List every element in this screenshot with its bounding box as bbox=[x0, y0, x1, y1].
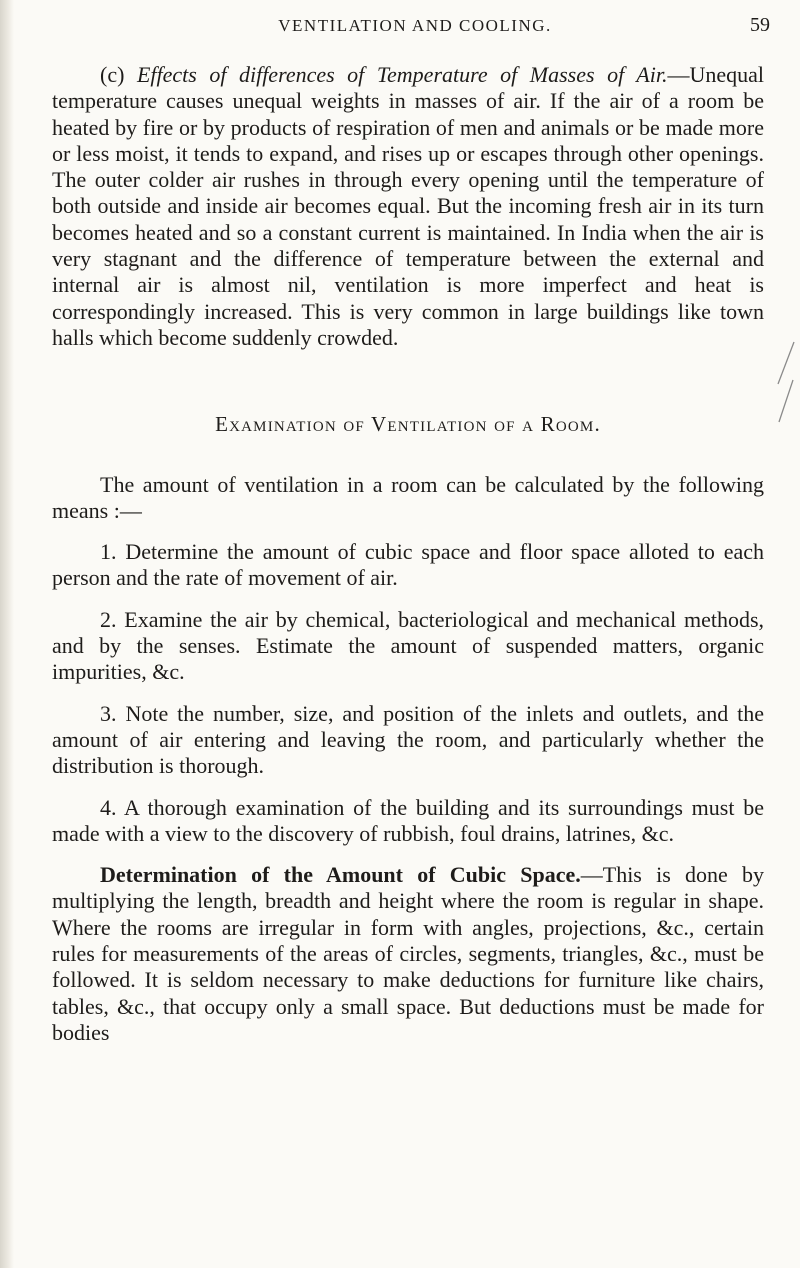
examination-intro: The amount of ventilation in a room can be calculated by the following means :— bbox=[52, 471, 764, 523]
step-number: 4. bbox=[100, 794, 117, 820]
step-text: A thorough examination of the building and its surroundings must be made with a view to the discovery of rubbish, foul drains, latrines, &c. bbox=[52, 794, 764, 846]
cubic-space-body: —This is done by multiplying the length, breadth and height where the room is regular in shape. Where the rooms are irregular in form with angles, projections, &c., certain rules for measurements of the areas of circles, segments, triangles, &c., must be followed. It is seldom necessary to make deductions for furniture like chairs, tables, &c., that occupy only a small space. But deductions must be made for bodies bbox=[52, 862, 764, 1045]
cubic-space-paragraph bbox=[52, 862, 764, 1046]
examination-step-2 bbox=[52, 607, 764, 686]
running-head bbox=[60, 12, 770, 42]
examination-step-1 bbox=[52, 539, 764, 592]
margin-pencil-mark bbox=[776, 340, 796, 424]
effects-title: Effects of differences of Temperature of Masses of Air. bbox=[136, 62, 668, 87]
effects-body: —Unequal temperature causes unequal weights in masses of air. If the air of a room be heated by fire or by products of respiration of men and animals or be made more or less moist, it tends to expand, and rises up or escapes through other openings. The outer colder air rushes in through every opening until the temperature of both outside and inside air becomes equal. But the incoming fresh air in its turn becomes heated and so a constant current is maintained. In India when the air is very stagnant and the difference of temperature between the external and internal air is almost nil, ventilation is more imperfect and heat is correspondingly increased. This is very common in large buildings like town halls which become suddenly crowded. bbox=[52, 62, 765, 350]
examination-heading: Examination of Ventilation of a Room. bbox=[215, 412, 601, 437]
examination-step-4 bbox=[52, 795, 764, 848]
effects-label: (c) bbox=[100, 62, 125, 87]
running-title: VENTILATION AND COOLING. bbox=[278, 16, 552, 35]
page-body bbox=[52, 62, 764, 1046]
cubic-space-title: Determination of the Amount of Cubic Space. bbox=[100, 862, 581, 888]
step-text: Determine the amount of cubic space and floor space alloted to each person and the rate of movement of air. bbox=[52, 539, 764, 591]
page-spine-shadow bbox=[0, 0, 14, 1268]
examination-step-3 bbox=[52, 701, 764, 780]
step-text: Note the number, size, and position of the inlets and outlets, and the amount of air entering and leaving the room, and particularly whether the distribution is thorough. bbox=[52, 700, 765, 779]
step-text: Examine the air by chemical, bacteriological and mechanical methods, and by the senses. Estimate the amount of suspended matters, organic impurities, &c. bbox=[52, 606, 765, 685]
step-number: 3. bbox=[100, 700, 117, 726]
effects-paragraph bbox=[52, 62, 764, 351]
step-number: 2. bbox=[100, 606, 117, 632]
step-number: 1. bbox=[100, 539, 117, 565]
page-number: 59 bbox=[750, 14, 770, 36]
